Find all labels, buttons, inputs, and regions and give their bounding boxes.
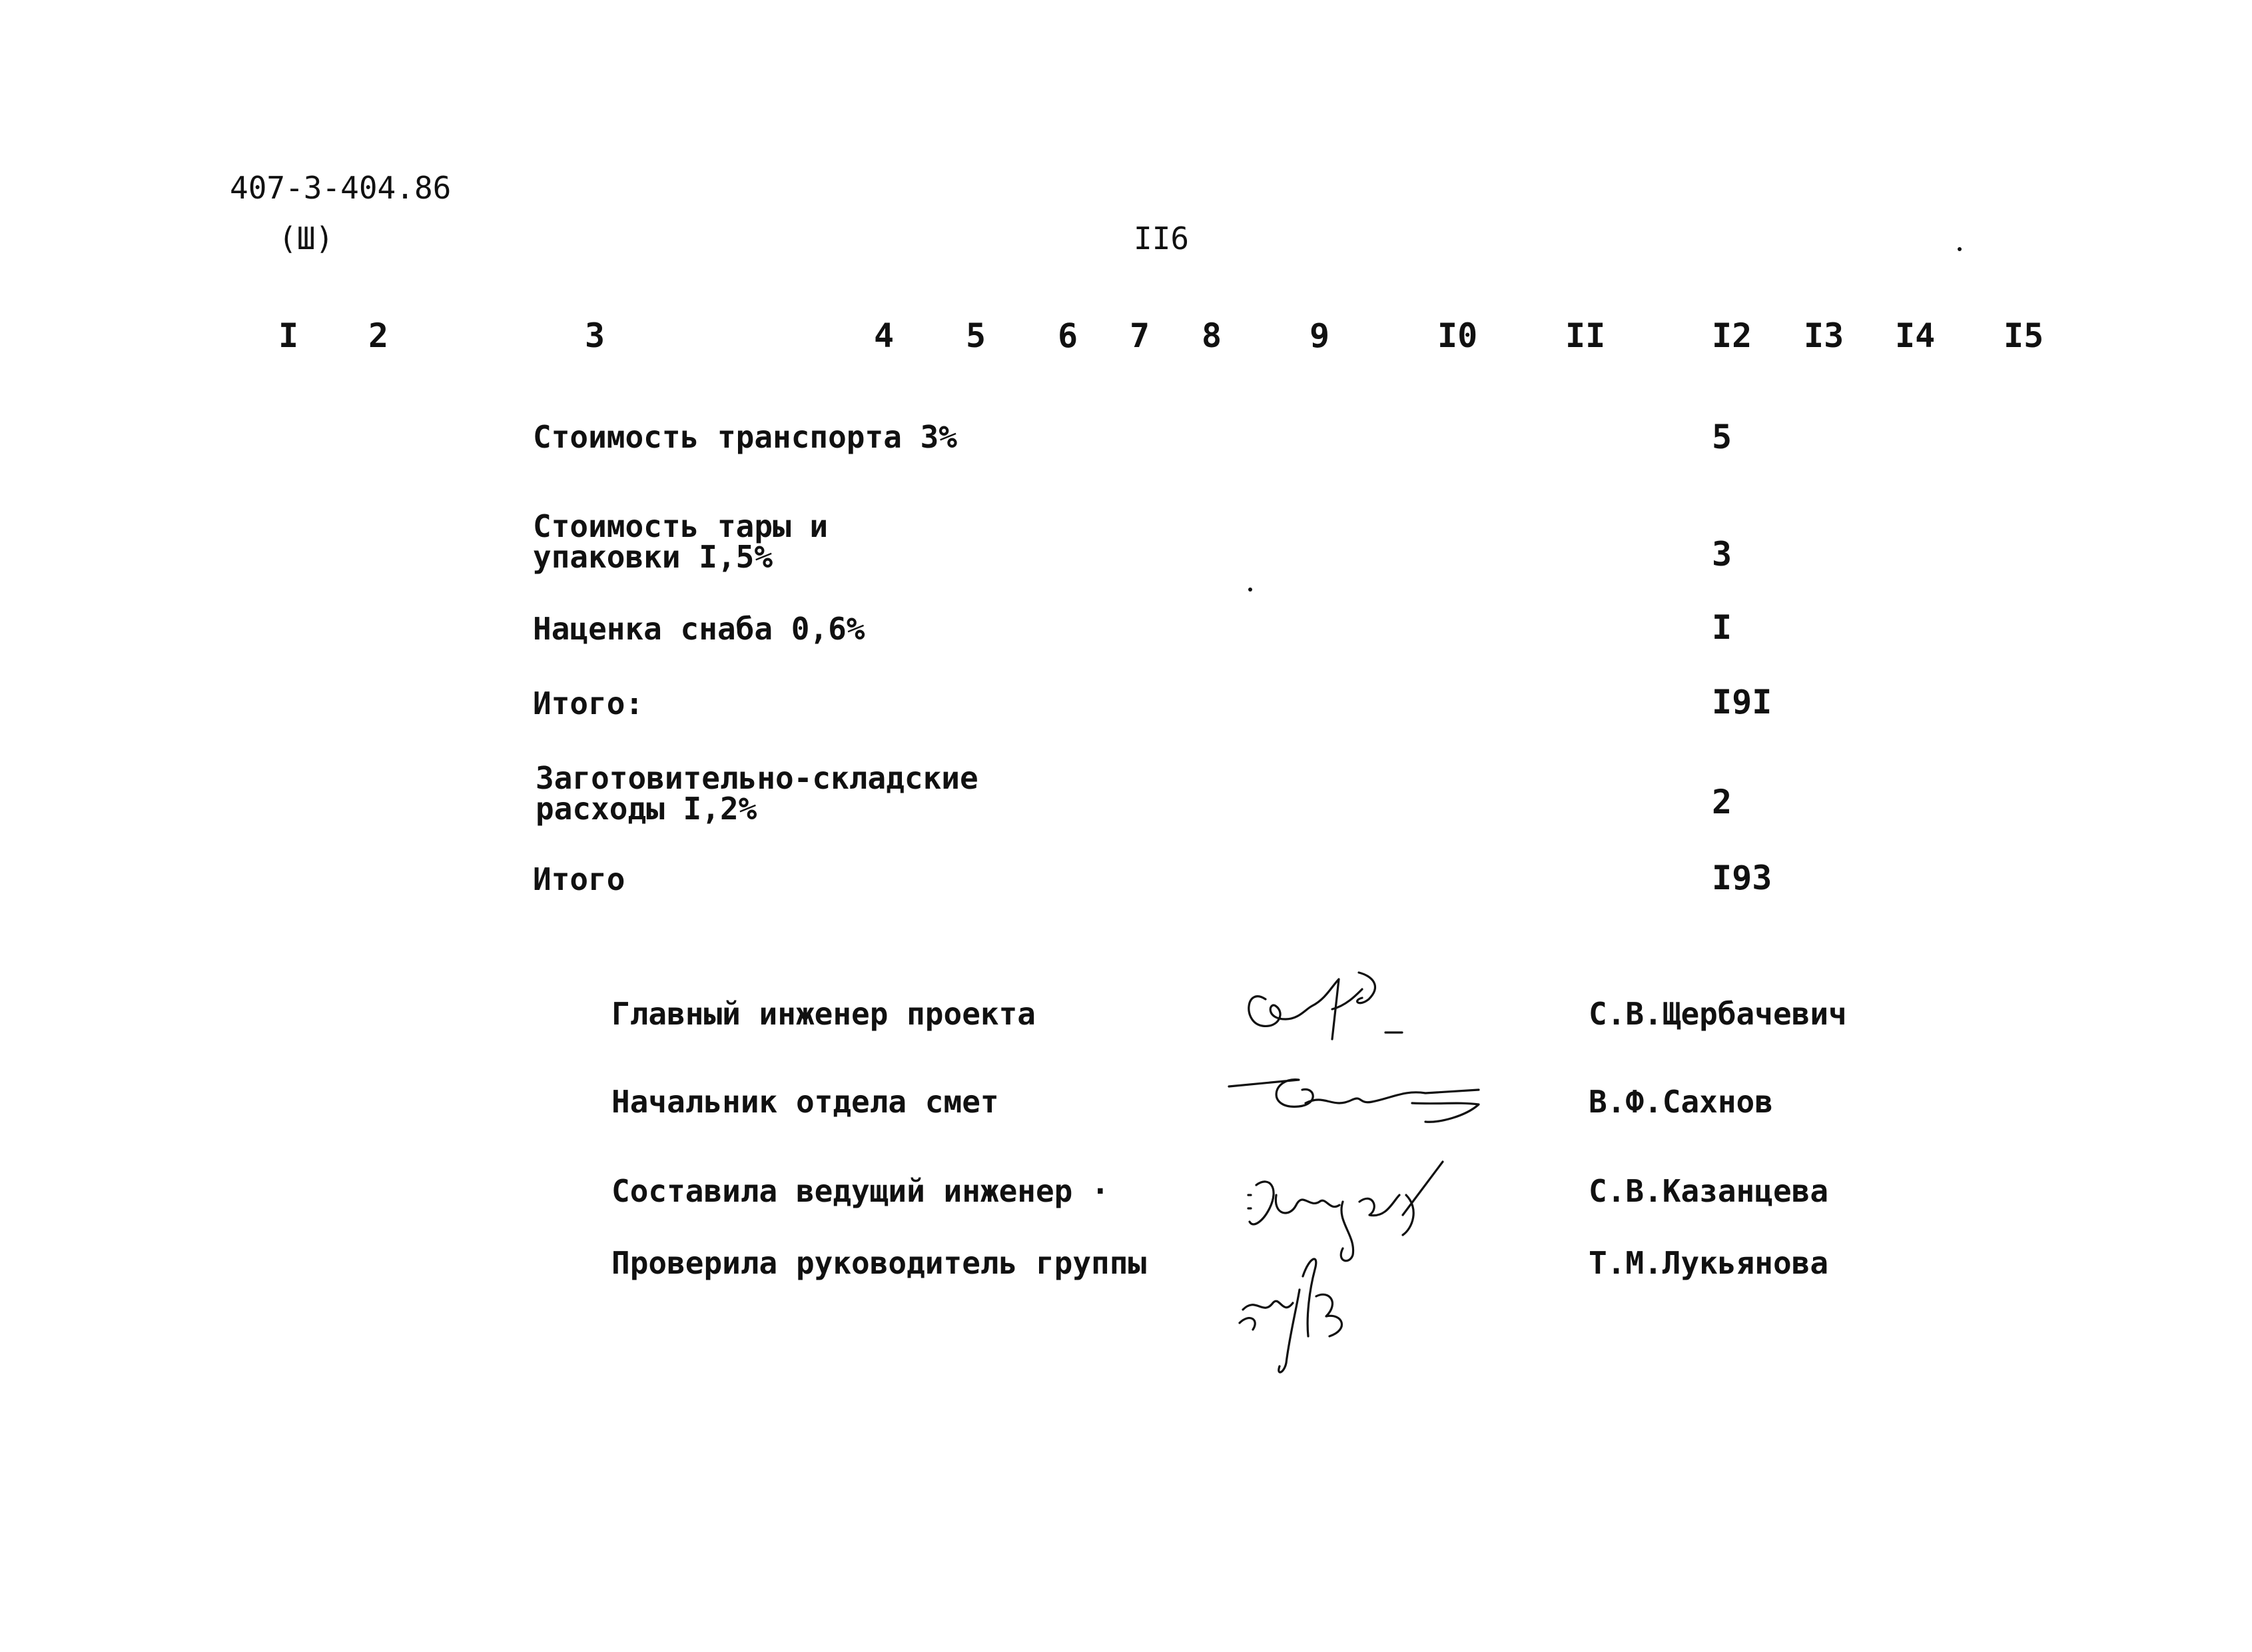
column-number: I	[278, 316, 299, 355]
column-number: I3	[1804, 316, 1844, 355]
signatory-name: С.В.Казанцева	[1589, 1173, 1829, 1209]
column-number: 4	[874, 316, 895, 355]
row-value: I	[1712, 608, 1732, 647]
column-number: 7	[1130, 316, 1150, 355]
row-label: упаковки I,5%	[533, 539, 773, 575]
column-number: 8	[1202, 316, 1222, 355]
signatory-title: Проверила руководитель группы	[611, 1245, 1147, 1281]
handwritten-signature-1	[1239, 959, 1439, 1072]
column-number: 6	[1058, 316, 1078, 355]
row-value: 2	[1712, 783, 1732, 821]
row-label: Итого	[533, 861, 625, 897]
handwritten-signature-2	[1226, 1063, 1492, 1136]
document-code: 407-3-404.86	[230, 170, 452, 206]
signatory-title: Главный инженер проекта	[611, 996, 1036, 1032]
scan-speck	[1958, 247, 1962, 251]
signatory-name: С.В.Щербачевич	[1589, 996, 1847, 1032]
row-label: расходы I,2%	[536, 791, 757, 827]
column-number: 5	[966, 316, 986, 355]
row-label: Итого:	[533, 685, 644, 721]
page-number: II6	[1134, 220, 1190, 256]
column-number: I2	[1712, 316, 1752, 355]
scan-speck	[1248, 588, 1252, 592]
column-number: 9	[1310, 316, 1330, 355]
row-value: I9I	[1712, 683, 1772, 721]
column-number: I0	[1437, 316, 1478, 355]
column-number: 2	[368, 316, 389, 355]
section-marker: (Ш)	[278, 220, 334, 256]
column-number: 3	[585, 316, 605, 355]
row-label: Стоимость тары и	[533, 508, 829, 544]
row-value: 3	[1712, 535, 1732, 574]
column-number: I4	[1895, 316, 1936, 355]
signatory-name: В.Ф.Сахнов	[1589, 1084, 1773, 1120]
row-value: 5	[1712, 418, 1732, 456]
row-value: I93	[1712, 859, 1772, 897]
handwritten-signature-4	[1236, 1250, 1369, 1383]
row-label: Заготовительно-складские	[536, 760, 978, 796]
signatory-title: Составила ведущий инженер ·	[611, 1173, 1110, 1209]
column-number: I5	[2004, 316, 2044, 355]
signatory-title: Начальник отдела смет	[611, 1084, 999, 1120]
row-label: Наценка снаба 0,6%	[533, 611, 865, 647]
column-number: II	[1565, 316, 1606, 355]
signatory-name: Т.М.Лукьянова	[1589, 1245, 1829, 1281]
row-label: Стоимость транспорта 3%	[533, 419, 957, 455]
